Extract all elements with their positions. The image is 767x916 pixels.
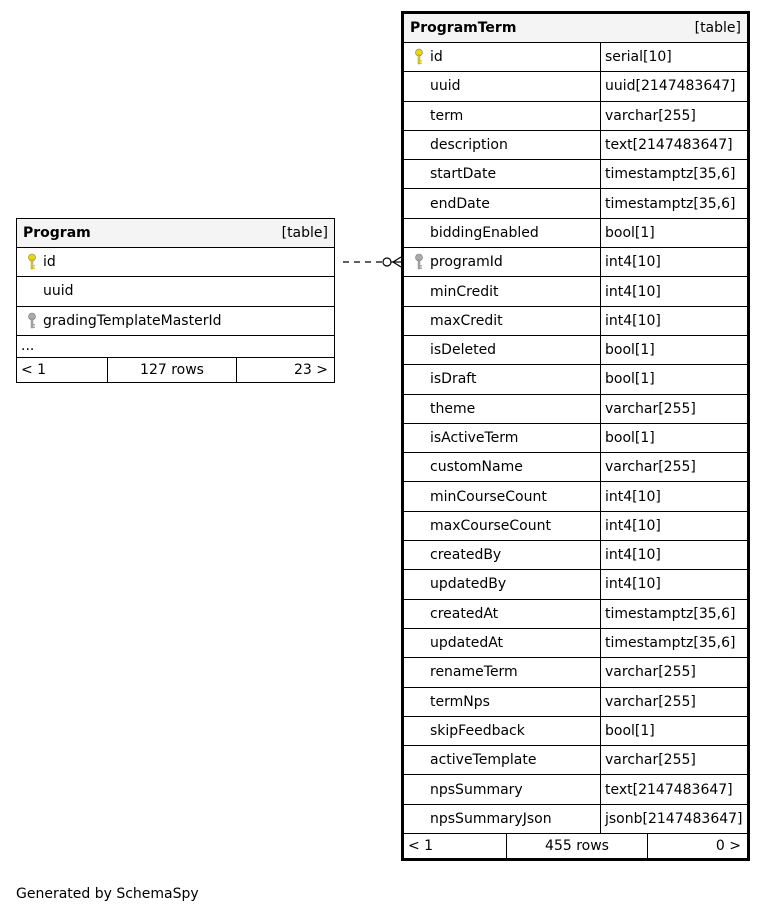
column-type: uuid[2147483647]	[600, 72, 747, 100]
column-name: termNps	[430, 693, 490, 710]
column-type: int4[10]	[600, 541, 747, 569]
column-type: varchar[255]	[600, 453, 747, 481]
program-table-header	[17, 219, 334, 248]
column-name: minCredit	[430, 283, 499, 300]
column-name: gradingTemplateMasterId	[43, 312, 222, 329]
footer-row-count: 455 rows	[506, 834, 648, 858]
column-name-cell	[404, 688, 600, 716]
column-row-maxcredit[interactable]	[404, 307, 747, 336]
column-name: skipFeedback	[430, 722, 525, 739]
primary-key-icon	[414, 48, 424, 66]
column-row-createdby[interactable]	[404, 541, 747, 570]
column-name-cell	[404, 131, 600, 159]
column-name: npsSummary	[430, 781, 523, 798]
column-name-cell	[404, 512, 600, 540]
column-row-term[interactable]	[404, 102, 747, 131]
table-kind: [table]	[281, 225, 328, 241]
column-name-cell	[404, 453, 600, 481]
column-name: uuid	[430, 78, 461, 95]
column-name: renameTerm	[430, 664, 518, 681]
column-name-cell	[17, 307, 334, 335]
column-name: programId	[430, 254, 503, 271]
column-row-skipfeedback[interactable]	[404, 717, 747, 746]
column-name-cell	[404, 336, 600, 364]
column-row-termnps[interactable]	[404, 688, 747, 717]
column-row-uuid[interactable]	[404, 72, 747, 101]
column-type: int4[10]	[600, 482, 747, 510]
footer-row-count: 127 rows	[107, 358, 237, 382]
column-row-gradingtemplatemasterid[interactable]	[17, 307, 334, 336]
footer-next: 0 >	[715, 838, 741, 855]
foreign-key-icon	[27, 312, 37, 330]
column-name-cell	[17, 277, 334, 305]
programterm-table-footer	[404, 834, 747, 858]
column-row-theme[interactable]	[404, 395, 747, 424]
column-type: int4[10]	[600, 570, 747, 598]
column-type: bool[1]	[600, 365, 747, 393]
column-name: activeTemplate	[430, 752, 537, 769]
column-row-mincoursecount[interactable]	[404, 482, 747, 511]
key-slot	[21, 312, 43, 330]
column-name-cell	[17, 248, 334, 276]
column-row-updatedat[interactable]	[404, 629, 747, 658]
column-row-customname[interactable]	[404, 453, 747, 482]
column-type: timestamptz[35,6]	[600, 189, 747, 217]
column-row-isdraft[interactable]	[404, 365, 747, 394]
column-type: bool[1]	[600, 219, 747, 247]
column-name: createdBy	[430, 547, 502, 564]
column-row-createdat[interactable]	[404, 600, 747, 629]
column-name-cell	[404, 277, 600, 305]
column-row-description[interactable]	[404, 131, 747, 160]
column-name: endDate	[430, 195, 490, 212]
column-name: biddingEnabled	[430, 224, 539, 241]
more-columns-ellipsis: ...	[17, 336, 334, 358]
column-name: minCourseCount	[430, 488, 547, 505]
column-type: int4[10]	[600, 512, 747, 540]
column-name: createdAt	[430, 605, 499, 622]
generated-by-credit: Generated by SchemaSpy	[16, 886, 199, 902]
column-name: isDraft	[430, 371, 477, 388]
column-row-uuid[interactable]	[17, 277, 334, 306]
column-type: varchar[255]	[600, 658, 747, 686]
column-row-id[interactable]	[404, 43, 747, 72]
column-type: int4[10]	[600, 277, 747, 305]
key-slot	[21, 253, 43, 271]
column-name-cell	[404, 570, 600, 598]
column-name: theme	[430, 400, 476, 417]
column-name-cell	[404, 746, 600, 774]
column-row-mincredit[interactable]	[404, 277, 747, 306]
column-name: updatedAt	[430, 635, 504, 652]
table-kind: [table]	[694, 20, 741, 36]
column-name-cell	[404, 717, 600, 745]
column-type: bool[1]	[600, 717, 747, 745]
column-type: varchar[255]	[600, 395, 747, 423]
footer-prev: < 1	[408, 838, 434, 855]
table-name: ProgramTerm	[410, 20, 517, 36]
column-row-updatedby[interactable]	[404, 570, 747, 599]
column-row-id[interactable]	[17, 248, 334, 277]
footer-next: 23 >	[294, 361, 328, 378]
column-name-cell	[404, 482, 600, 510]
column-name-cell	[404, 102, 600, 130]
column-name: maxCredit	[430, 312, 503, 329]
table-name: Program	[23, 225, 91, 241]
footer-prev: < 1	[21, 361, 47, 378]
column-name: maxCourseCount	[430, 517, 551, 534]
column-name-cell	[404, 629, 600, 657]
key-slot	[408, 253, 430, 271]
column-name-cell	[404, 43, 600, 71]
column-row-renameterm[interactable]	[404, 658, 747, 687]
column-name-cell	[404, 395, 600, 423]
foreign-key-icon	[414, 253, 424, 271]
column-name-cell	[404, 219, 600, 247]
column-type: varchar[255]	[600, 688, 747, 716]
column-name: startDate	[430, 166, 497, 183]
column-name: isActiveTerm	[430, 430, 519, 446]
column-name: id	[430, 49, 443, 66]
column-name: description	[430, 137, 508, 154]
column-name: uuid	[43, 283, 74, 300]
column-type: text[2147483647]	[600, 131, 747, 159]
programterm-table-header	[404, 14, 747, 43]
programterm-table[interactable]	[401, 11, 750, 861]
column-row-isactiveterm[interactable]	[404, 424, 747, 453]
primary-key-icon	[27, 253, 37, 271]
column-row-programid[interactable]	[404, 248, 747, 277]
column-name-cell	[404, 248, 600, 276]
column-row-maxcoursecount[interactable]	[404, 512, 747, 541]
column-row-enddate[interactable]	[404, 189, 747, 218]
column-name: npsSummaryJson	[430, 810, 552, 827]
column-name-cell	[404, 541, 600, 569]
column-name-cell	[404, 658, 600, 686]
column-name: customName	[430, 459, 523, 476]
column-row-npssummaryjson[interactable]	[404, 805, 747, 834]
column-name-cell	[404, 805, 600, 833]
column-name-cell	[404, 189, 600, 217]
column-name: isDeleted	[430, 342, 497, 359]
column-row-npssummary[interactable]	[404, 775, 747, 804]
column-type: jsonb[2147483647]	[600, 805, 747, 833]
column-type: timestamptz[35,6]	[600, 160, 747, 188]
program-table[interactable]	[16, 218, 335, 383]
column-type: serial[10]	[600, 43, 747, 71]
column-name: updatedBy	[430, 576, 507, 593]
column-type: timestamptz[35,6]	[600, 629, 747, 657]
column-row-biddingenabled[interactable]	[404, 219, 747, 248]
column-type: text[2147483647]	[600, 775, 747, 803]
column-name-cell	[404, 600, 600, 628]
column-row-startdate[interactable]	[404, 160, 747, 189]
column-name-cell	[404, 424, 600, 452]
column-row-isdeleted[interactable]	[404, 336, 747, 365]
column-name-cell	[404, 160, 600, 188]
column-type: timestamptz[35,6]	[600, 600, 747, 628]
column-name: id	[43, 254, 56, 271]
column-type: bool[1]	[600, 424, 747, 452]
program-table-footer	[17, 358, 334, 382]
column-type: varchar[255]	[600, 746, 747, 774]
column-row-activetemplate[interactable]	[404, 746, 747, 775]
column-name-cell	[404, 775, 600, 803]
column-name-cell	[404, 307, 600, 335]
column-type: bool[1]	[600, 336, 747, 364]
key-slot	[408, 48, 430, 66]
column-type: varchar[255]	[600, 102, 747, 130]
column-name-cell	[404, 365, 600, 393]
column-name-cell	[404, 72, 600, 100]
column-name: term	[430, 107, 464, 124]
column-type: int4[10]	[600, 307, 747, 335]
column-type: int4[10]	[600, 248, 747, 276]
